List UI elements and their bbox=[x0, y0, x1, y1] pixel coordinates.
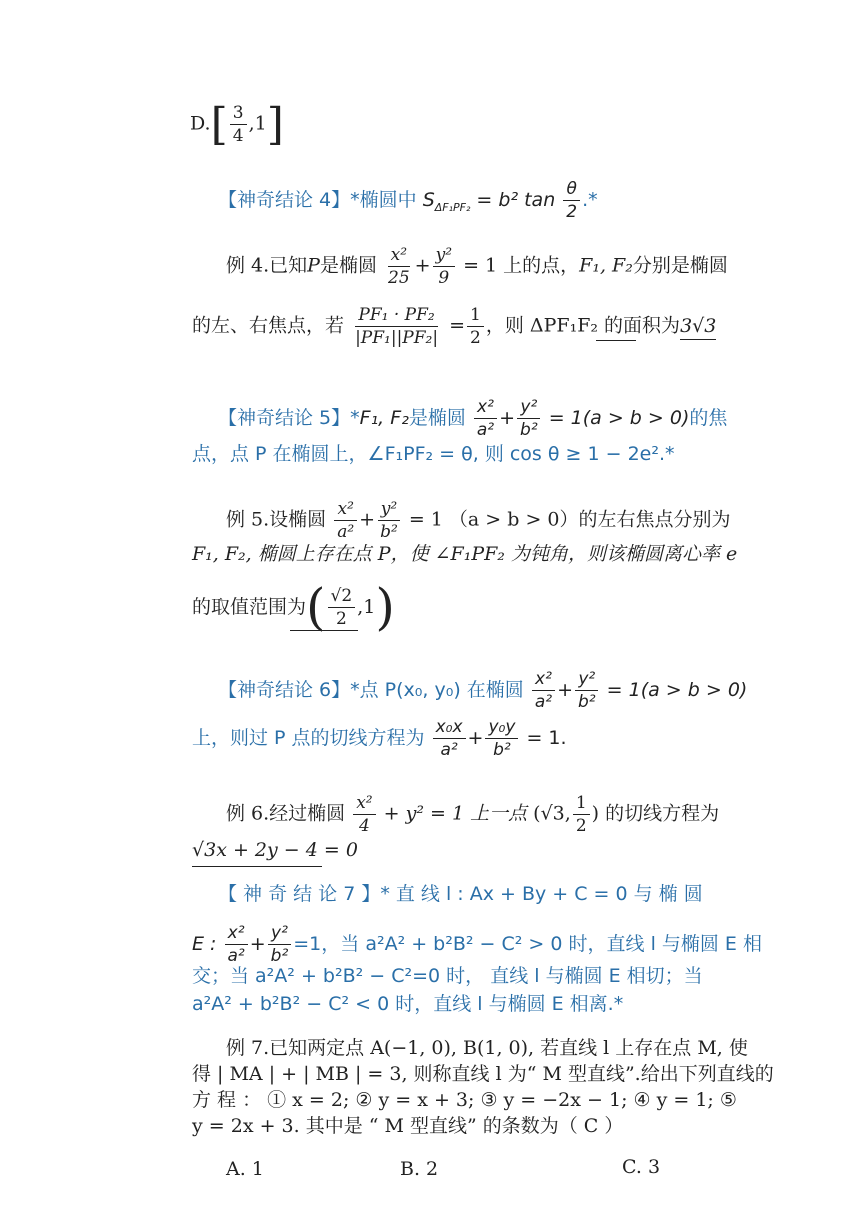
fraction: $\frac{\text{x²}}{\text{a²}}$ bbox=[474, 396, 497, 441]
option-a: A. 1 bbox=[226, 1158, 264, 1180]
conclusion-6-line1: 【神奇结论 6】*点 P(x₀, y₀) 在椭圆 $\frac{\text{x²}}{\text{a²}}$ + $\frac{\text{y²}}{\text{b²}}$ = 1(a > b > 0) bbox=[218, 669, 748, 712]
option-d bbox=[190, 98, 284, 154]
conclusion-4: 【神奇结论 4】*椭圆中 $S_{\Delta F_1PF_2} = b^2$ tan $\frac{\theta}{2}$ .* bbox=[218, 179, 598, 222]
vector-fraction: $\frac{\text{PF₁ · PF₂}}{\text{|PF₁||PF₂|}}$ bbox=[355, 305, 439, 348]
conclusion-7-line3: 交；当 a²A² + b²B² − C²=0 时， 直线 l 与椭圆 E 相切；当 bbox=[192, 965, 703, 987]
conclusion-5-line2: 点，点 P 在椭圆上，∠F₁PF₂ = θ, 则 cos θ ≥ 1 − 2e².* bbox=[192, 443, 675, 465]
conclusion-6-line2: 上，则过 P 点的切线方程为 $\frac{\text{x₀x}}{\text{a²}}$ + $\frac{\text{y₀y}}{\text{b²}}$ = 1. bbox=[192, 717, 567, 760]
conclusion-7-line1: 【 神 奇 结 论 7 】* 直 线 l : Ax + By + C = 0 与 椭 圆 bbox=[218, 883, 703, 905]
conclusion-5-line1: 【神奇结论 5】*F₁, F₂是椭圆 $\frac{\text{x²}}{\text{a²}}$ + $\frac{\text{y²}}{\text{b²}}$ = 1(a > b > 0)的焦 bbox=[218, 397, 728, 440]
fraction: $\frac{\text{x₀x}}{\text{a²}}$ bbox=[433, 716, 466, 761]
conclusion-7-line4: a²A² + b²B² − C² < 0 时，直线 l 与椭圆 E 相离.* bbox=[192, 993, 624, 1015]
fraction: $\frac{\text{y₀y}}{\text{b²}}$ bbox=[485, 716, 518, 761]
example-6-answer: √3x + 2y − 4 = 0 bbox=[192, 839, 358, 861]
answer-underline bbox=[192, 866, 322, 867]
example-5-line1: 例 5.设椭圆 $\frac{\text{x²}}{\text{a²}}$ + $\frac{\text{y²}}{\text{b²}}$ = 1 （a > b > 0）的左右焦点分别为 bbox=[226, 499, 731, 542]
fraction: $\frac{1}{2}$ bbox=[573, 792, 590, 837]
conclusion-7-line2: E : $\frac{\text{x²}}{\text{a²}}$ + $\frac{\text{y²}}{\text{b²}}$ =1，当 a²A² + b²B² − C² > 0 时，直线 l 与椭圆 E 相 bbox=[192, 923, 762, 966]
fraction: $\frac{1}{2}$ bbox=[467, 304, 484, 349]
answer-underline bbox=[596, 340, 636, 341]
example-7-line1: 例 7.已知两定点 A(−1, 0), B(1, 0), 若直线 l 上存在点 M, 使 bbox=[226, 1037, 748, 1059]
example-7-line4: y = 2x + 3. 其中是 “ M 型直线” 的条数为（ C ） bbox=[192, 1115, 624, 1137]
fraction: $\frac{\text{x²}}{4}$ bbox=[353, 792, 375, 837]
example-7-line2: 得 | MA | + | MB | = 3, 则称直线 l 为“ M 型直线”.给出下列直线的 bbox=[192, 1063, 774, 1085]
left-bracket: [ bbox=[210, 98, 228, 150]
fraction: $\frac{\text{y²}}{9}$ bbox=[433, 244, 455, 289]
example-5-line2: F₁, F₂, 椭圆上存在点 P，使 ∠F₁PF₂ 为钝角，则该椭圆离心率 e bbox=[192, 543, 738, 565]
fraction: $\frac{\theta}{2}$ bbox=[563, 178, 580, 223]
example-5-line3: 的取值范围为( $\frac{√2}{2}$ ,1) bbox=[192, 578, 395, 636]
answer: 3√3 bbox=[680, 315, 716, 340]
example-7-line3: 方 程 ： ① x = 2; ② y = x + 3; ③ y = −2x − 1; ④ y = 1; ⑤ bbox=[192, 1089, 737, 1111]
fraction: $\frac{\text{x²}}{\text{a²}}$ bbox=[532, 668, 555, 713]
fraction: $\frac{\text{x²}}{\text{a²}}$ bbox=[334, 498, 357, 543]
option-letter: D. bbox=[190, 112, 211, 135]
fraction: $\frac{3}{4}$ bbox=[230, 102, 247, 147]
example-4-line2: 的左、右焦点，若 $\frac{\text{PF₁ · PF₂}}{\text{|PF₁||PF₂|}}$ = $\frac{1}{2}$ ，则 ΔPF₁F₂ 的面积为3√3 bbox=[192, 305, 717, 348]
option-tail: ,1 bbox=[248, 112, 267, 135]
right-bracket: ] bbox=[266, 98, 284, 150]
fraction: $\frac{√2}{2}$ bbox=[328, 585, 356, 630]
fraction: $\frac{\text{x²}}{\text{a²}}$ bbox=[225, 922, 248, 967]
fraction: $\frac{\text{y²}}{\text{b²}}$ bbox=[575, 668, 599, 713]
fraction: $\frac{\text{y²}}{\text{b²}}$ bbox=[377, 498, 401, 543]
fraction: $\frac{\text{y²}}{\text{b²}}$ bbox=[517, 396, 541, 441]
option-c: C. 3 bbox=[622, 1156, 661, 1178]
option-b: B. 2 bbox=[400, 1158, 439, 1180]
fraction: $\frac{\text{x²}}{25}$ bbox=[388, 245, 410, 288]
example-6-line1: 例 6.经过椭圆 $\frac{\text{x²}}{4}$ + y² = 1 上一点 (√3, $\frac{1}{2}$ ) 的切线方程为 bbox=[226, 793, 720, 836]
answer-underline bbox=[290, 630, 358, 631]
fraction: $\frac{\text{y²}}{\text{b²}}$ bbox=[268, 922, 292, 967]
example-4-line1: 例 4.已知P是椭圆 $\frac{\text{x²}}{25}$ + $\frac{\text{y²}}{9}$ = 1 上的点，F₁, F₂分别是椭圆 bbox=[226, 245, 728, 288]
